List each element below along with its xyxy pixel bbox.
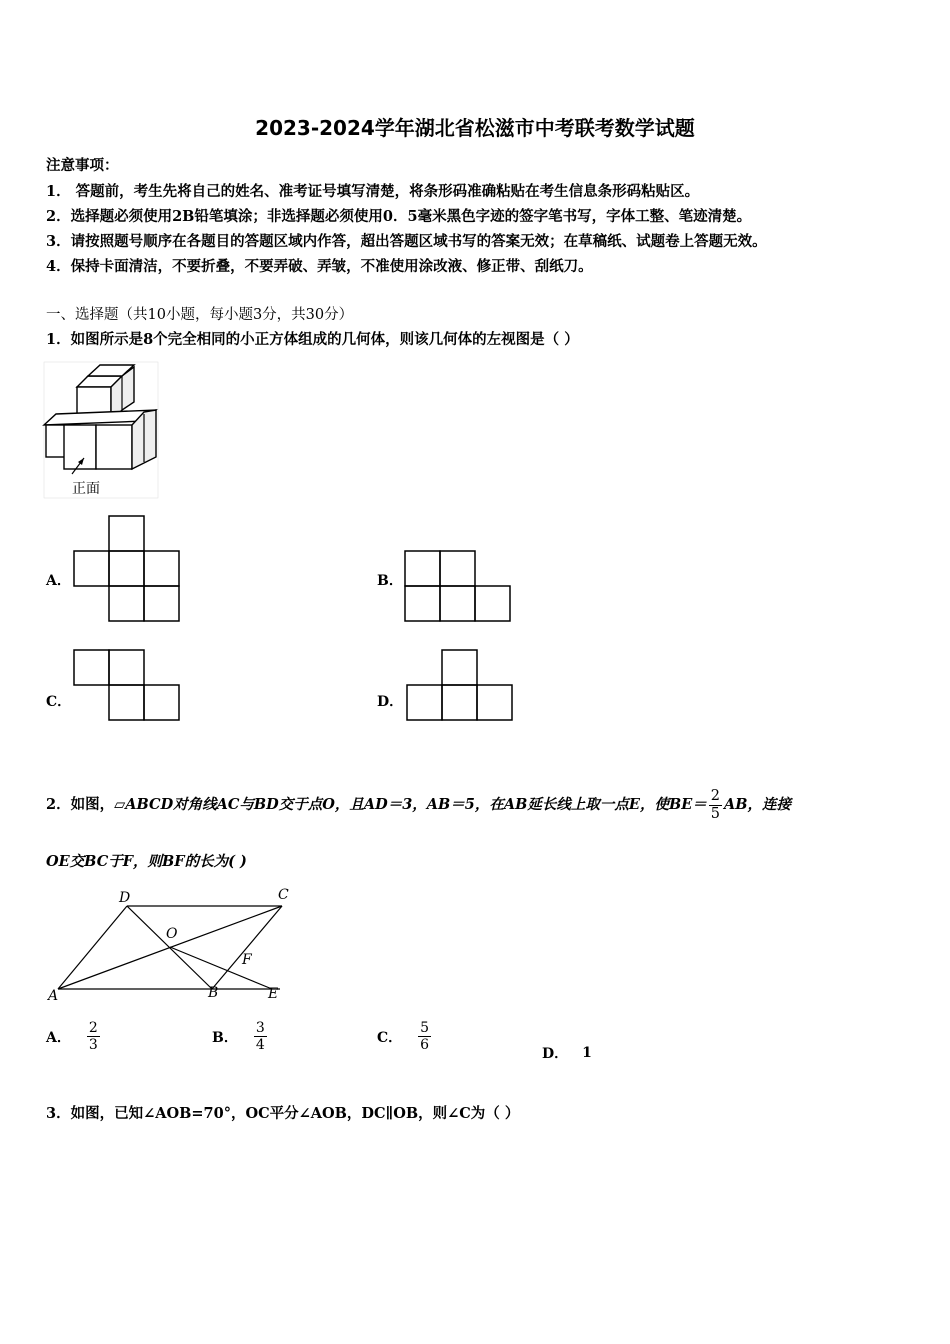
q2-suffix: AB，连接	[724, 796, 792, 814]
parallelogram-icon: ▱	[114, 796, 126, 814]
answer-a[interactable]	[46, 1020, 102, 1053]
fraction-numerator: 2	[710, 788, 720, 804]
answer-d-value: 1	[582, 1045, 592, 1061]
point-e-label: E	[268, 986, 279, 1002]
option-d-label[interactable]: D．	[377, 694, 404, 710]
answer-d[interactable]	[542, 1043, 592, 1063]
parallelogram-figure	[44, 884, 314, 1004]
answer-b-fraction	[254, 1020, 267, 1053]
notice-item: 2．选择题必须使用2B铅笔填涂；非选择题必须使用0．5毫米黑色字迹的签字笔书写，字体工整、笔迹清楚。	[46, 208, 752, 225]
section-heading: 一、选择题（共10小题，每小题3分，共30分）	[46, 307, 354, 323]
answer-c[interactable]	[377, 1020, 433, 1053]
answer-a-label: A．	[46, 1029, 71, 1046]
option-a-label[interactable]: A．	[46, 573, 71, 589]
answer-b[interactable]	[212, 1020, 269, 1053]
q2-prefix: 2．如图，	[46, 796, 115, 814]
point-d-label: D	[119, 890, 131, 906]
option-c-label[interactable]: C．	[46, 694, 72, 710]
point-o-label: O	[166, 926, 178, 942]
front-label: 正面	[72, 481, 100, 497]
question-2-line2	[46, 850, 247, 871]
answer-d-label: D．	[542, 1046, 569, 1062]
fraction-numerator: 3	[255, 1020, 265, 1036]
fraction-denominator: 5	[710, 805, 720, 822]
notice-heading: 注意事项：	[46, 157, 119, 174]
notice-item: 1． 答题前，考生先将自己的姓名、准考证号填写清楚，将条形码准确粘贴在考生信息条形码粘贴区。	[46, 183, 700, 200]
answer-b-label: B．	[212, 1029, 238, 1046]
fraction-denominator: 6	[420, 1037, 430, 1054]
page-title: 2023-2024学年湖北省松滋市中考联考数学试题	[255, 116, 695, 140]
fraction-numerator: 5	[420, 1020, 430, 1036]
q2-body: ABCD对角线AC与BD交于点O，且AD＝3，AB＝5，在AB延长线上取一点E，使BE＝	[125, 796, 707, 814]
q2-line2-text: OE交BC于F，则BF的长为( )	[46, 853, 247, 870]
answer-c-label: C．	[377, 1029, 403, 1046]
option-c-figure[interactable]	[72, 648, 184, 724]
cube-figure	[44, 362, 164, 502]
point-f-label: F	[242, 952, 252, 968]
point-c-label: C	[278, 887, 289, 903]
option-a-figure[interactable]	[72, 514, 184, 626]
fraction-denominator: 4	[255, 1037, 265, 1054]
option-b-label[interactable]: B．	[377, 573, 403, 589]
question-2-text	[46, 788, 791, 822]
notice-item: 3．请按照题号顺序在各题目的答题区域内作答，超出答题区域书写的答案无效；在草稿纸、试题卷上答题无效。	[46, 233, 767, 250]
point-a-label: A	[48, 988, 59, 1004]
fraction-numerator: 2	[88, 1020, 98, 1036]
question-3-text: 3．如图，已知∠AOB=70°，OC平分∠AOB，DC∥OB，则∠C为（ ）	[46, 1105, 520, 1122]
fraction-denominator: 3	[88, 1037, 98, 1054]
option-d-figure[interactable]	[405, 648, 517, 724]
answer-c-fraction	[418, 1020, 431, 1053]
question-1-text: 1．如图所示是8个完全相同的小正方体组成的几何体，则该几何体的左视图是（ ）	[46, 331, 579, 348]
answer-a-fraction	[87, 1020, 100, 1053]
fraction-2-5	[709, 788, 722, 822]
notice-item: 4．保持卡面清洁，不要折叠，不要弄破、弄皱，不准使用涂改液、修正带、刮纸刀。	[46, 258, 593, 275]
point-b-label: B	[208, 985, 219, 1001]
option-b-figure[interactable]	[403, 549, 515, 625]
